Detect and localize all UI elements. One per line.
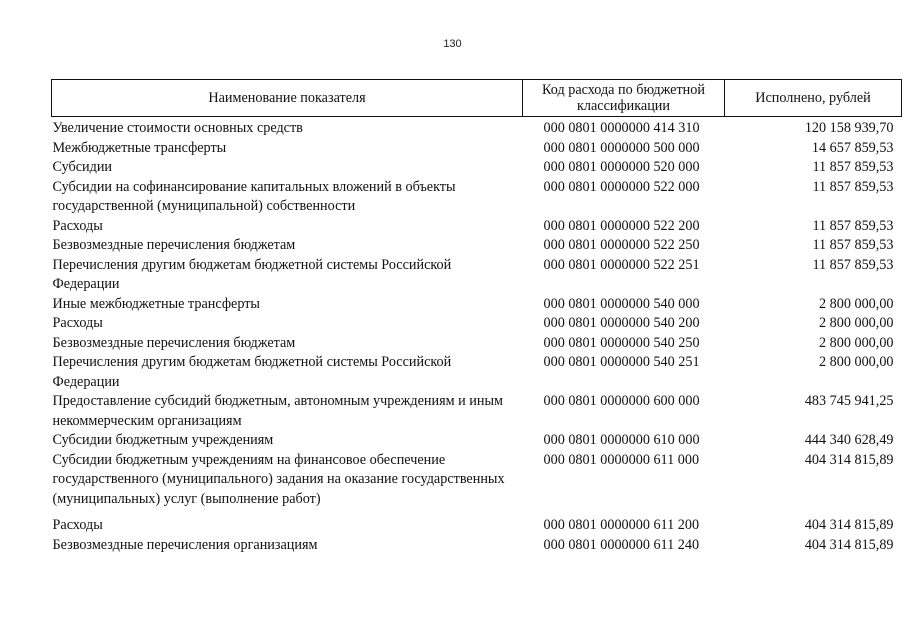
row-name: Расходы [52,217,103,234]
row-amount: 11 857 859,53 [812,256,894,273]
header-amount: Исполнено, рублей [725,80,902,117]
row-name: Перечисления другим бюджетам бюджетной системы Российской Федерации [52,256,452,292]
row-code: 000 0801 0000000 610 000 [543,432,700,448]
row-name: Безвозмездные перечисления организациям [52,536,318,553]
row-code: 000 0801 0000000 522 251 [543,256,700,273]
row-code: 000 0801 0000000 540 251 [543,354,700,370]
table-body [52,117,902,556]
table-row [52,256,902,295]
row-code: 000 0801 0000000 611 200 [543,517,700,533]
table-row [52,509,902,536]
row-code: 000 0801 0000000 600 000 [543,393,700,409]
row-code: 000 0801 0000000 540 000 [543,295,700,312]
table-row [52,334,902,354]
row-name: Субсидии [52,159,113,175]
table-header [52,80,902,117]
table-row [52,431,902,451]
row-amount: 11 857 859,53 [812,159,894,175]
table-row [52,353,902,392]
row-code: 000 0801 0000000 611 240 [543,536,700,553]
row-name: Расходы [52,315,103,331]
row-code: 000 0801 0000000 611 000 [543,451,700,468]
row-name: Субсидии на софинансирование капитальных вложений в объекты государственной (муниципальной) собственности [52,178,456,214]
row-code: 000 0801 0000000 522 250 [543,237,700,253]
row-amount: 120 158 939,70 [804,120,894,136]
row-code: 000 0801 0000000 522 000 [543,178,700,195]
header-row [52,80,902,117]
table-row [52,314,902,334]
row-name: Расходы [52,517,103,533]
row-amount: 2 800 000,00 [819,334,894,351]
row-amount: 444 340 628,49 [804,432,894,448]
table-row [52,217,902,237]
row-amount: 11 857 859,53 [812,217,894,234]
row-name: Иные межбюджетные трансферты [52,295,260,312]
row-code: 000 0801 0000000 414 310 [543,120,700,136]
row-name: Безвозмездные перечисления бюджетам [52,334,296,351]
row-code: 000 0801 0000000 500 000 [543,139,700,156]
row-amount: 2 800 000,00 [819,354,894,370]
table-row [52,178,902,217]
row-amount: 404 314 815,89 [804,536,894,553]
row-code: 000 0801 0000000 540 250 [543,334,700,351]
expenditure-table [51,79,902,555]
table-row [52,236,902,256]
table-row [52,295,902,315]
page-number: 130 [443,38,462,50]
row-code: 000 0801 0000000 520 000 [543,159,700,175]
row-amount: 2 800 000,00 [819,295,894,312]
row-amount: 483 745 941,25 [804,393,894,409]
table-row [52,158,902,178]
row-name: Субсидии бюджетным учреждениям [52,432,274,448]
row-code: 000 0801 0000000 540 200 [543,315,700,331]
table-row [52,139,902,159]
row-name: Предоставление субсидий бюджетным, автономным учреждениям и иным некоммерческим организациям [52,393,503,429]
header-code: Код расхода по бюджетной классификации [523,80,725,117]
row-amount: 2 800 000,00 [819,315,894,331]
row-amount: 11 857 859,53 [812,178,894,195]
row-amount: 404 314 815,89 [804,451,894,468]
row-name: Перечисления другим бюджетам бюджетной системы Российской Федерации [52,354,452,390]
row-amount: 404 314 815,89 [804,517,894,533]
table-row [52,392,902,431]
row-name: Субсидии бюджетным учреждениям на финансовое обеспечение государственного (муниципального) задания на оказание государственных (муниципальных) услуг (выполнение работ) [52,451,505,507]
row-amount: 11 857 859,53 [812,237,894,253]
table-row [52,117,902,139]
row-name: Межбюджетные трансферты [52,139,227,156]
row-name: Безвозмездные перечисления бюджетам [52,237,296,253]
row-code: 000 0801 0000000 522 200 [543,217,700,234]
row-amount: 14 657 859,53 [811,139,894,156]
table-row [52,451,902,510]
row-name: Увеличение стоимости основных средств [52,120,303,136]
header-name: Наименование показателя [52,80,523,117]
table-row [52,536,902,556]
